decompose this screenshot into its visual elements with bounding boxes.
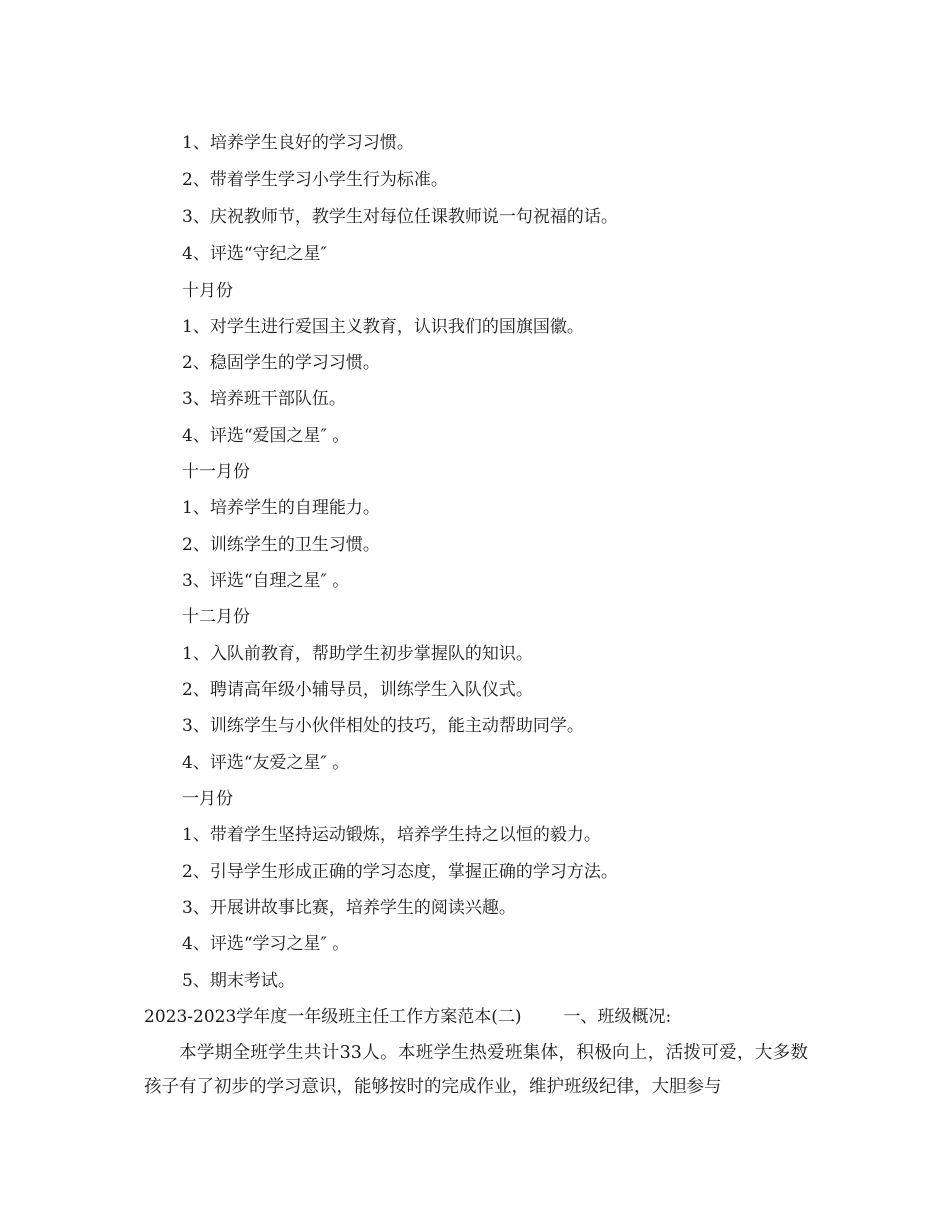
december-item-4: 4、评选“友爱之星″ 。: [182, 753, 350, 773]
december-item-1: 1、入队前教育，帮助学生初步掌握队的知识。: [182, 644, 533, 664]
section-subheading: 一、班级概况:: [563, 1007, 672, 1027]
september-item-3: 3、庆祝教师节，教学生对每位任课教师说一句祝福的话。: [182, 207, 618, 227]
october-item-1: 1、对学生进行爱国主义教育，认识我们的国旗国徽。: [182, 317, 584, 337]
november-heading: 十一月份: [182, 462, 250, 482]
october-item-4: 4、评选“爱国之星″ 。: [182, 426, 350, 446]
class-overview-paragraph: 本学期全班学生共计33人。本班学生热爱班集体，积极向上，活拨可爱，大多数孩子有了初步的学习意识，能够按时的完成作业，维护班级纪律，大胆参与: [144, 1043, 808, 1097]
december-heading: 十二月份: [182, 607, 250, 627]
november-item-2: 2、训练学生的卫生习惯。: [182, 535, 380, 555]
october-item-3: 3、培养班干部队伍。: [182, 389, 346, 409]
december-item-3: 3、训练学生与小伙伴相处的技巧，能主动帮助同学。: [182, 716, 584, 736]
january-item-3: 3、开展讲故事比赛，培养学生的阅读兴趣。: [182, 898, 516, 918]
september-item-1: 1、培养学生良好的学习习惯。: [182, 133, 414, 153]
january-item-5: 5、期末考试。: [182, 971, 295, 991]
november-item-3: 3、评选“自理之星″ 。: [182, 571, 350, 591]
october-item-2: 2、稳固学生的学习习惯。: [182, 353, 380, 373]
november-item-1: 1、培养学生的自理能力。: [182, 498, 380, 518]
october-heading: 十月份: [182, 281, 233, 301]
january-item-4: 4、评选“学习之星″ 。: [182, 934, 350, 954]
section-two-title-line: [144, 1005, 671, 1029]
december-item-2: 2、聘请高年级小辅导员，训练学生入队仪式。: [182, 680, 533, 700]
january-item-2: 2、引导学生形成正确的学习态度，掌握正确的学习方法。: [182, 862, 618, 882]
january-heading: 一月份: [182, 789, 233, 809]
january-item-1: 1、带着学生坚持运动锻炼，培养学生持之以恒的毅力。: [182, 825, 601, 845]
document-title: 2023-2023学年度一年级班主任工作方案范本(二): [144, 1007, 522, 1027]
september-item-4: 4、评选“守纪之星″: [182, 244, 327, 264]
september-item-2: 2、带着学生学习小学生行为标准。: [182, 170, 448, 190]
